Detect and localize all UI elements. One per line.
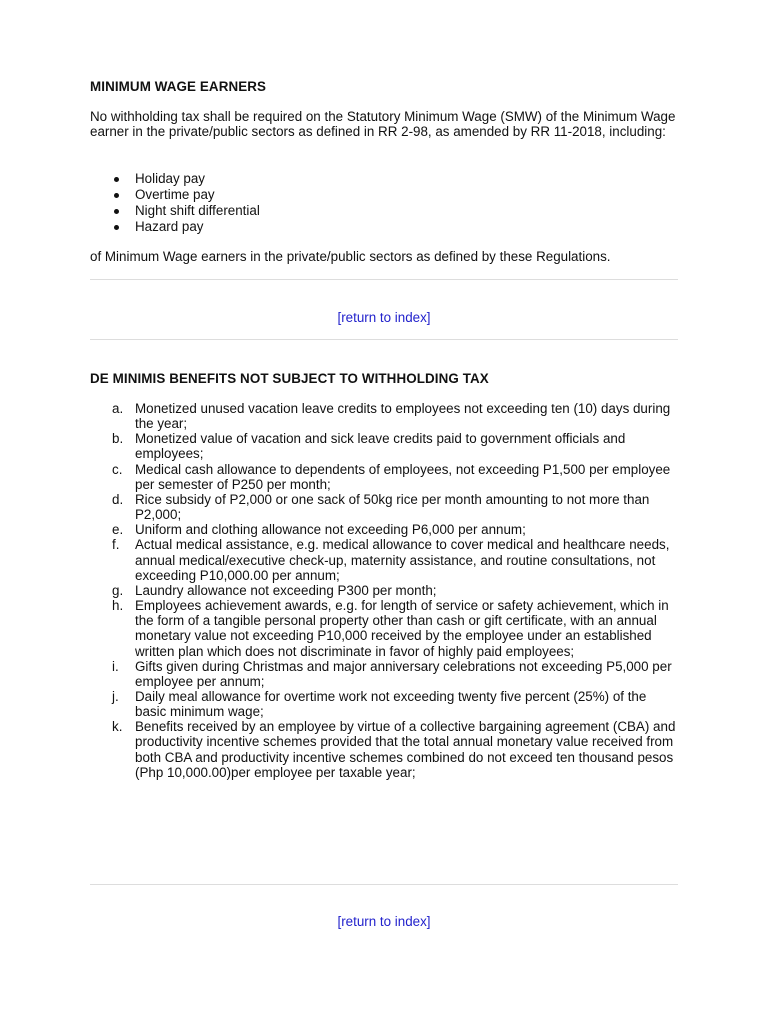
list-marker: j. [112,688,119,704]
bullet-icon [114,209,119,214]
list-item: j. Daily meal allowance for overtime work not exceeding twenty five percent (25%) of the basic minimum wage; [112,688,647,720]
list-marker: h. [112,598,124,614]
list-item: h. Employees achievement awards, e.g. for length of service or safety achievement, which in the form of a tangible personal property other than cash or gift certificate, with an annual monetary value not exceeding P10,000 received by the employee under an established written plan which does not discriminate in favor of highly paid employees; [112,598,669,659]
return-to-index-link[interactable]: [return to index] [337,914,431,929]
bullet-icon [114,225,119,230]
list-item: a. Monetized unused vacation leave credits to employees not exceeding ten (10) days during the year; [112,401,671,432]
list-marker: a. [112,401,124,416]
list-item: b. Monetized value of vacation and sick leave credits paid to government officials and employees; [112,431,626,462]
list-marker: e. [112,522,124,538]
list-item: i. Gifts given during Christmas and major anniversary celebrations not exceeding P5,000 per employee per annum; [112,658,672,689]
bullet-icon [114,177,119,182]
list-item: Holiday pay [90,171,260,187]
list-item: Overtime pay [90,187,260,203]
return-link-container [90,310,678,325]
list-item: f. Actual medical assistance, e.g. medical allowance to cover medical and healthcare needs, annual medical/executive check-up, maternity assistance, and routine consultations, not exceeding P10,000.00 per annum; [112,537,670,583]
list-item: d. Rice subsidy of P2,000 or one sack of 50kg rice per month amounting to not more than P2,000; [112,491,650,523]
return-link-container [90,914,678,929]
list-item: e. Uniform and clothing allowance not exceeding P6,000 per annum; [112,522,526,538]
list-marker: b. [112,431,124,447]
list-marker: i. [112,658,119,674]
divider [90,339,678,340]
minimum-wage-intro: No withholding tax shall be required on the Statutory Minimum Wage (SMW) of the Minimum Wage earner in the private/public sectors as defined in RR 2-98, as amended by RR 11-2018, including: [90,109,676,140]
minimum-wage-outro: of Minimum Wage earners in the private/public sectors as defined by these Regulations. [90,249,611,264]
list-item: k. Benefits received by an employee by virtue of a collective bargaining agreement (CBA) and productivity incentive schemes provided that the total annual monetary value received from both CBA and productivity incentive schemes combined do not exceed ten thousand pesos (Php 10,000.00)per employee per taxable year; [112,719,676,780]
divider [90,279,678,280]
list-marker: k. [112,719,123,735]
list-marker: g. [112,582,124,598]
list-marker: f. [112,537,120,553]
list-item: c. Medical cash allowance to dependents of employees, not exceeding P1,500 per employee per semester of P250 per month; [112,461,671,492]
bullet-icon [114,193,119,198]
minimum-wage-pay-list [90,171,260,235]
divider [90,884,678,885]
de-minimis-heading: DE MINIMIS BENEFITS NOT SUBJECT TO WITHHOLDING TAX [90,371,489,386]
list-item: g. Laundry allowance not exceeding P300 per month; [112,582,437,598]
de-minimis-benefits-list [90,401,678,780]
list-marker: d. [112,491,124,507]
list-item: Night shift differential [90,203,260,219]
return-to-index-link[interactable]: [return to index] [337,310,431,325]
minimum-wage-heading: MINIMUM WAGE EARNERS [90,79,267,94]
list-item: Hazard pay [90,219,260,235]
list-marker: c. [112,461,123,477]
